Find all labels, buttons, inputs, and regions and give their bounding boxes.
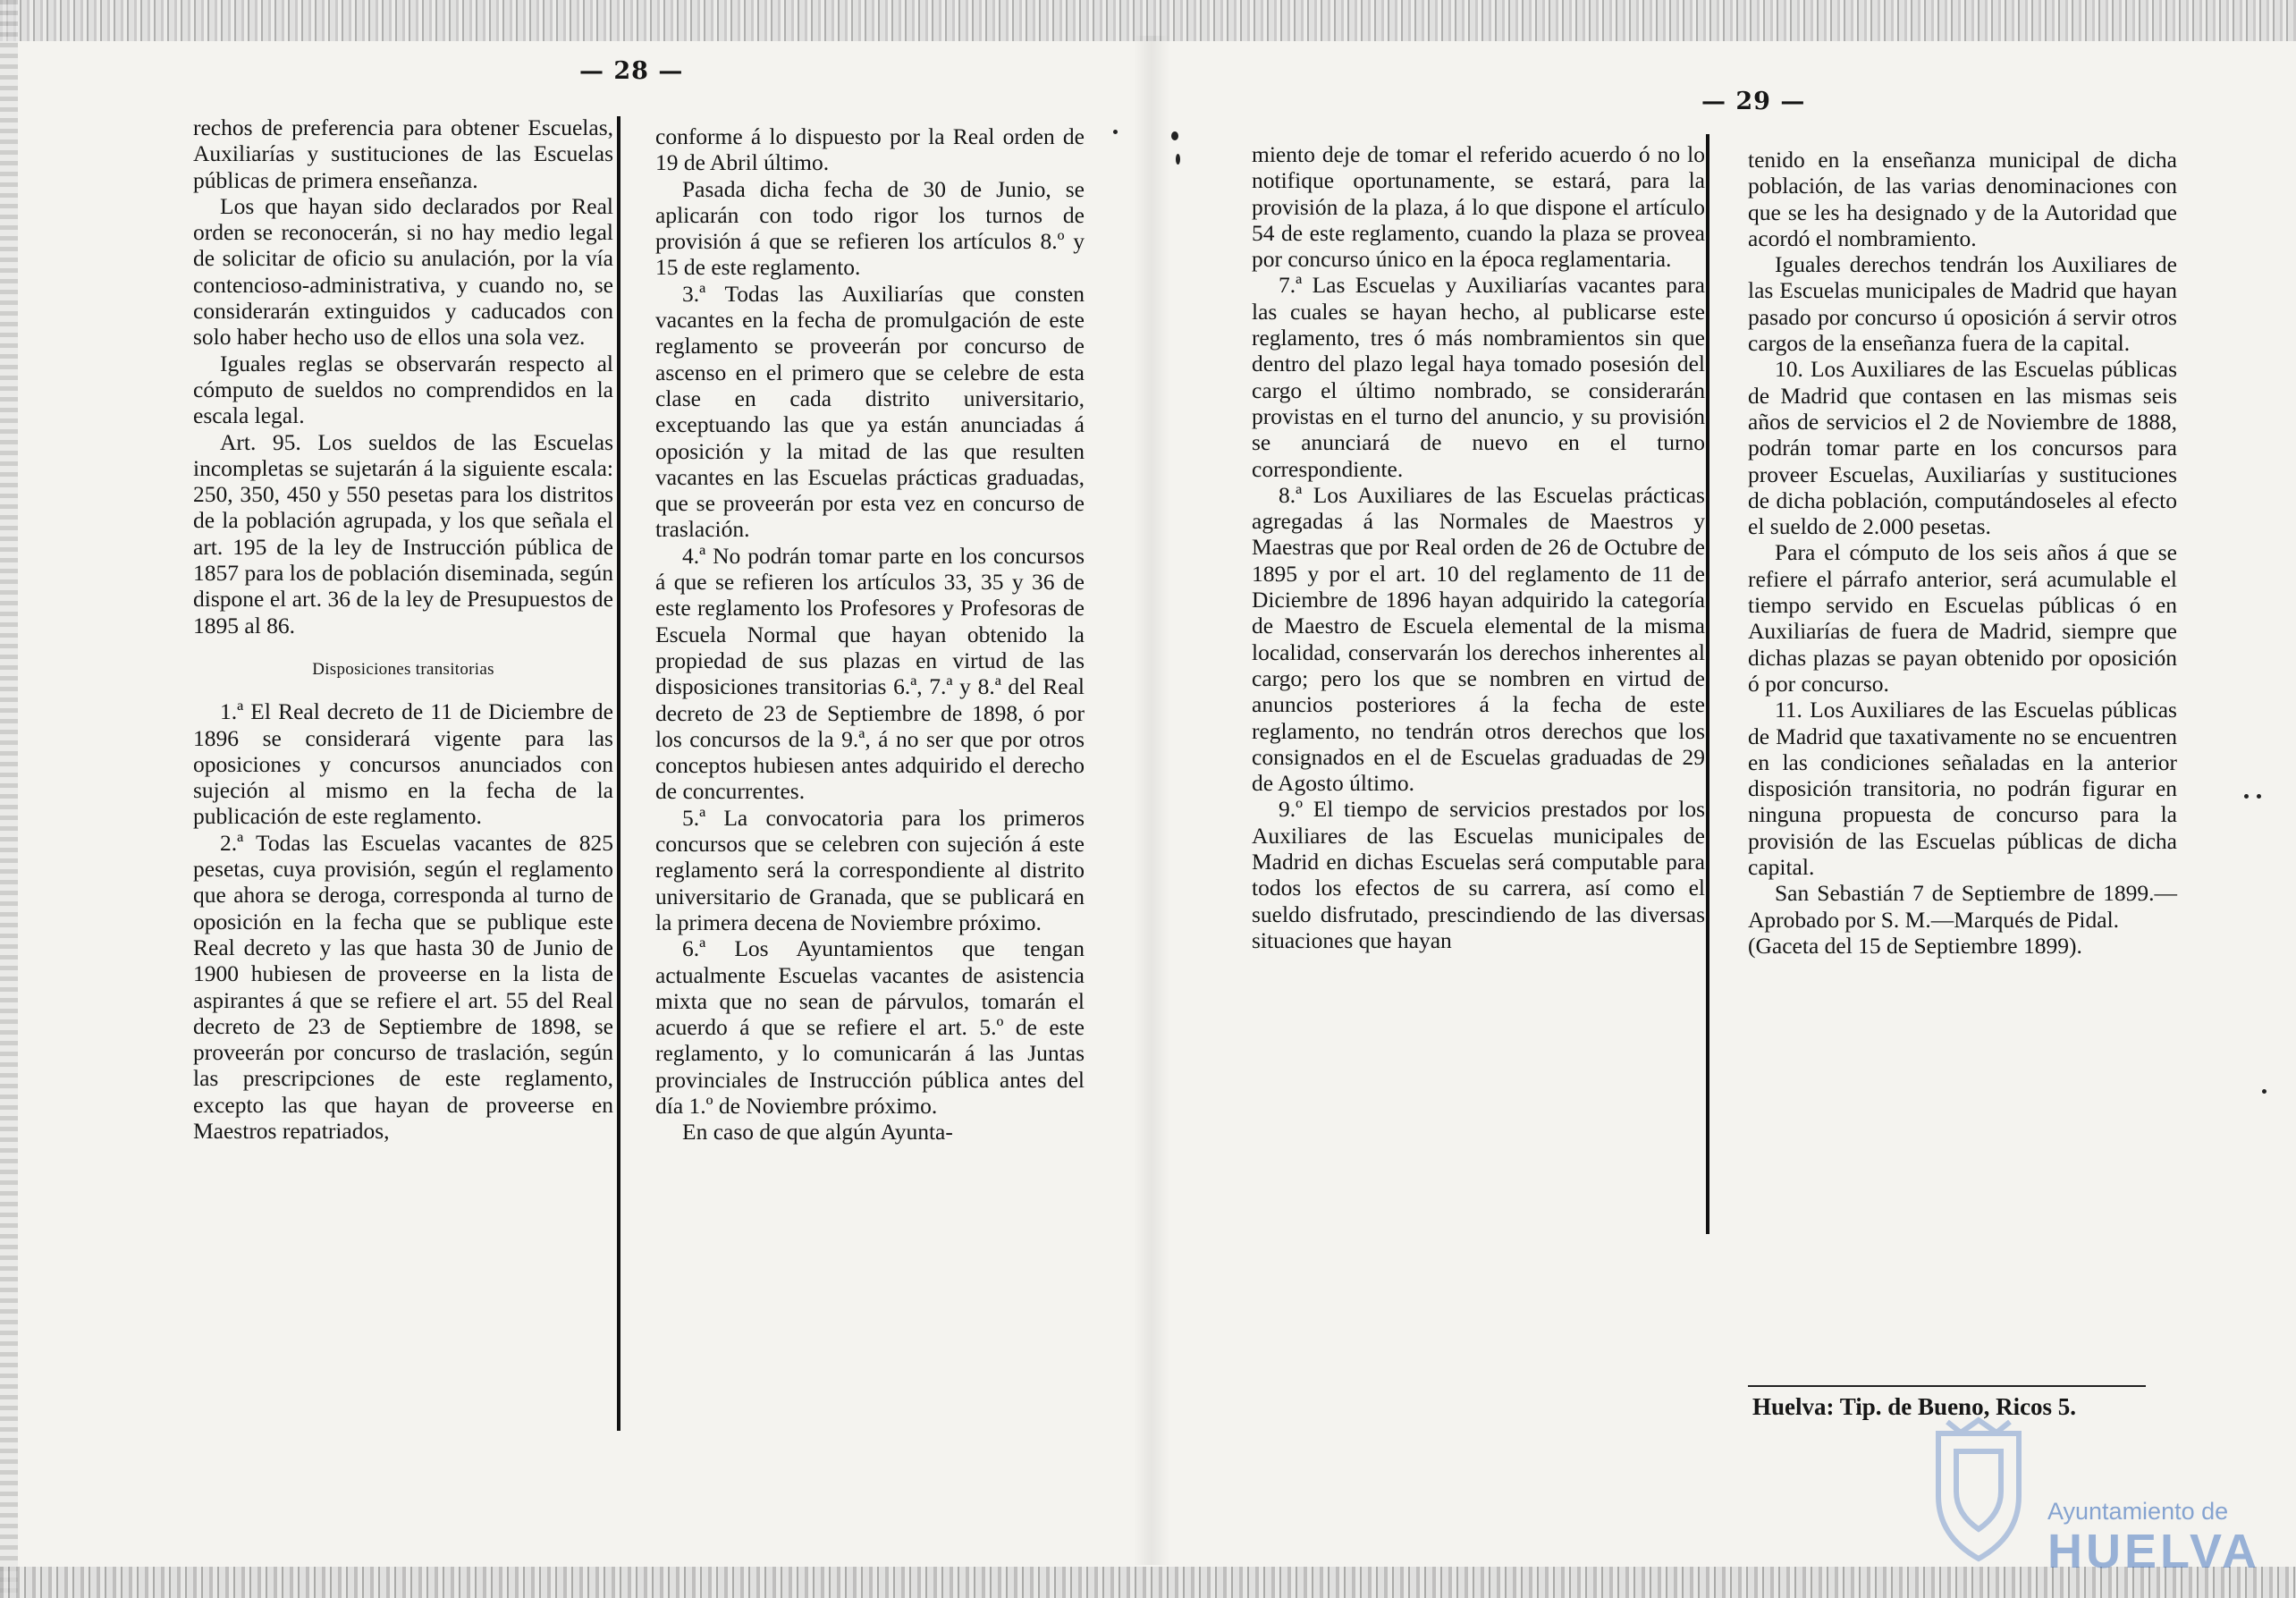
column-rule-left bbox=[617, 116, 620, 1431]
provision-paragraph: 2.ª Todas las Escuelas vacantes de 825 pesetas, cuya provisión, según el reglamento que ahora se deroga, corresponda al turno de oposición en la fecha que se publique este Real decreto y las que hasta 30 de Junio de 1900 hubiesen de proveerse en la lista de aspirantes á que se refiere el art. 55 del Real decreto de 23 de Septiembre de 1898, se proveerán por concurso de traslación, según las prescripciones de este reglamento, excepto las que hayan de proveerse en Maestros repatriados, bbox=[193, 829, 613, 1144]
paragraph: tenido en la enseñanza municipal de dicha población, de las varias denominaciones con que se les ha designado y de la Autoridad que acordó el nombramiento. bbox=[1748, 147, 2177, 251]
provision-paragraph: 7.ª Las Escuelas y Auxiliarías vacantes para las cuales se hayan hecho, al publicarse este reglamento, tres ó más nombramientos sin que dentro del plazo legal haya tomado posesión del cargo el último nombrado, se considerarán provistas en el turno del anuncio, y su provisión se anunciará de nuevo en el turno correspondiente. bbox=[1252, 272, 1705, 482]
printer-imprint: Huelva: Tip. de Bueno, Ricos 5. bbox=[1752, 1393, 2077, 1420]
section-heading: Disposiciones transitorias bbox=[312, 659, 494, 679]
provision-paragraph: 11. Los Auxiliares de las Escuelas públicas de Madrid que taxativamente no se encuentren en las condiciones señaladas en la anterior disposición transitoria, no podrán figurar en ninguna propuesta de concurso para la provisión de las Escuelas públicas de dicha capital. bbox=[1748, 697, 2177, 881]
article-paragraph: Art. 95. Los sueldos de las Escuelas incompletas se sujetarán á la siguiente escala: 250, 350, 450 y 550 pesetas para los distritos de la población agrupada, y los que señala el art. 195 de la ley de Instrucción pública de 1857 para los de población diseminada, según dispone el art. 36 de la ley de Presupuestos de 1895 al 86. bbox=[193, 428, 613, 638]
provision-paragraph: 10. Los Auxiliares de las Escuelas públicas de Madrid que contasen en las mismas seis años de servicios el 2 de Noviembre de 1888, podrán tomar parte en los concursos para proveer Escuelas, Auxiliarías y sustituciones de dicha población, computándoseles al efecto el sueldo de 2.000 pesetas. bbox=[1748, 356, 2177, 540]
paragraph: Iguales reglas se observarán respecto al cómputo de sueldos no comprendidos en la escala legal. bbox=[193, 350, 613, 429]
scan-speck bbox=[2262, 1089, 2266, 1094]
scan-left-edge bbox=[0, 0, 18, 1598]
paragraph: Los que hayan sido declarados por Real orden se reconocerán, si no hay medio legal de solicitar de oficio su anulación, por la vía contencioso-administrativa, y cuando no, se considerarán extinguidos y caducados con solo haber hecho uso de ellos una sola vez. bbox=[193, 192, 613, 351]
book-gutter bbox=[1134, 36, 1169, 1565]
paragraph: conforme á lo dispuesto por la Real orden de 19 de Abril último. bbox=[655, 123, 1085, 176]
provision-paragraph: 9.º El tiempo de servicios prestados por los Auxiliares de las Escuelas municipales de Madrid en dichas Escuelas será computable para todos los efectos de su carrera, así como el sueldo disfrutado, prescindiendo de las diversas situaciones que hayan bbox=[1252, 796, 1705, 953]
page-number-left: — 28 — bbox=[579, 57, 684, 85]
provision-paragraph: 3.ª Todas las Auxiliarías que consten vacantes en la fecha de promulgación de este reglamento se proveerán por concurso de ascenso en el primero que se celebre de esta clase en cada distrito universitario, exceptuando las que ya están anunciadas á oposición y la mitad de las que resulten vacantes en las Escuelas prácticas graduadas, que se proveerán por esta vez en concurso de traslación. bbox=[655, 280, 1085, 543]
imprint-rule bbox=[1748, 1385, 2146, 1387]
paragraph: Pasada dicha fecha de 30 de Junio, se aplicarán con todo rigor los turnos de provisión á que se refieren los artículos 8.º y 15 de este reglamento. bbox=[655, 175, 1085, 281]
source-citation: (Gaceta del 15 de Septiembre 1899). bbox=[1748, 932, 2082, 959]
provision-paragraph: 6.ª Los Ayuntamientos que tengan actualmente Escuelas vacantes de asistencia mixta que no sean de párvulos, tomarán el acuerdo á que se refiere el art. 5.º de este reglamento, y lo comunicarán á las Juntas provinciales de Instrucción pública antes del día 1.º de Noviembre próximo. bbox=[655, 935, 1085, 1119]
watermark-line-2: HUELVA bbox=[2047, 1525, 2260, 1578]
scan-speck bbox=[1113, 130, 1118, 134]
text-column-2 bbox=[655, 123, 1085, 1146]
column-rule-right bbox=[1706, 134, 1709, 1234]
scan-speck bbox=[2257, 794, 2261, 799]
page-number-right: — 29 — bbox=[1701, 88, 1806, 115]
scan-speck bbox=[1171, 131, 1178, 140]
text-column-3 bbox=[1252, 141, 1705, 953]
watermark-line-1: Ayuntamiento de bbox=[2047, 1498, 2229, 1525]
provision-paragraph: 5.ª La convocatoria para los primeros concursos que se celebren con sujeción á este reglamento será la correspondiente al distrito universitario de Granada, que se publicará en la primera decena de Noviembre próximo. bbox=[655, 804, 1085, 935]
paragraph: En caso de que algún Ayunta- bbox=[682, 1119, 953, 1146]
scan-speck bbox=[2244, 794, 2249, 799]
paragraph: Para el cómputo de los seis años á que se refiere el párrafo anterior, será acumulable el tiempo servido en Escuelas públicas ó en Auxiliarías de fuera de Madrid, siempre que dichas plazas se payan obtenido por oposición ó por concurso. bbox=[1748, 539, 2177, 697]
signature-paragraph: San Sebastián 7 de Septiembre de 1899.—Aprobado por S. M.—Marqués de Pidal. bbox=[1748, 880, 2177, 933]
provision-paragraph: 4.ª No podrán tomar parte en los concursos á que se refieren los artículos 33, 35 y 36 de este reglamento los Profesores y Profesoras de Escuela Normal que hayan obtenido la propiedad de sus plazas en virtud de las disposiciones transitorias 6.ª, 7.ª y 8.ª del Real decreto de 23 de Septiembre de 1898, ó por los concursos de la 9.ª, á no ser que por otros conceptos hubiesen antes adquirido el derecho de concurrentes. bbox=[655, 542, 1085, 805]
scan-speck bbox=[1176, 154, 1180, 165]
paragraph: rechos de preferencia para obtener Escuelas, Auxiliarías y sustituciones de las Escuelas públicas de primera enseñanza. bbox=[193, 114, 613, 193]
paragraph: Iguales derechos tendrán los Auxiliares de las Escuelas municipales de Madrid que hayan pasado por concurso ú oposición á servir otros cargos de la enseñanza fuera de la capital. bbox=[1748, 251, 2177, 357]
provision-paragraph: 1.ª El Real decreto de 11 de Diciembre de 1896 se considerará vigente para las oposiciones y concursos anunciados con sujeción al mismo en la fecha de la publicación de este reglamento. bbox=[193, 698, 613, 830]
text-column-4 bbox=[1748, 147, 2177, 959]
paragraph: miento deje de tomar el referido acuerdo ó no lo notifique oportunamente, se estará, para la provisión de la plaza, á lo que dispone el artículo 54 de este reglamento, cuando la plaza se provea por concurso único en la época reglamentaria. bbox=[1252, 141, 1705, 273]
provision-paragraph: 8.ª Los Auxiliares de las Escuelas prácticas agregadas á las Normales de Maestros y Maestras que por Real orden de 26 de Octubre de 1895 y por el art. 10 del reglamento de 11 de Diciembre de 1896 hayan adquirido la categoría de Maestro de Escuela elemental de la misma localidad, conservarán los derechos inherentes al cargo; pero los que se nombren en virtud de anuncios posteriores á la fecha de este reglamento, no tendrán otros derechos que los consignados en el de Escuelas graduadas de 29 de Agosto último. bbox=[1252, 481, 1705, 797]
text-column-1 bbox=[193, 114, 613, 1144]
